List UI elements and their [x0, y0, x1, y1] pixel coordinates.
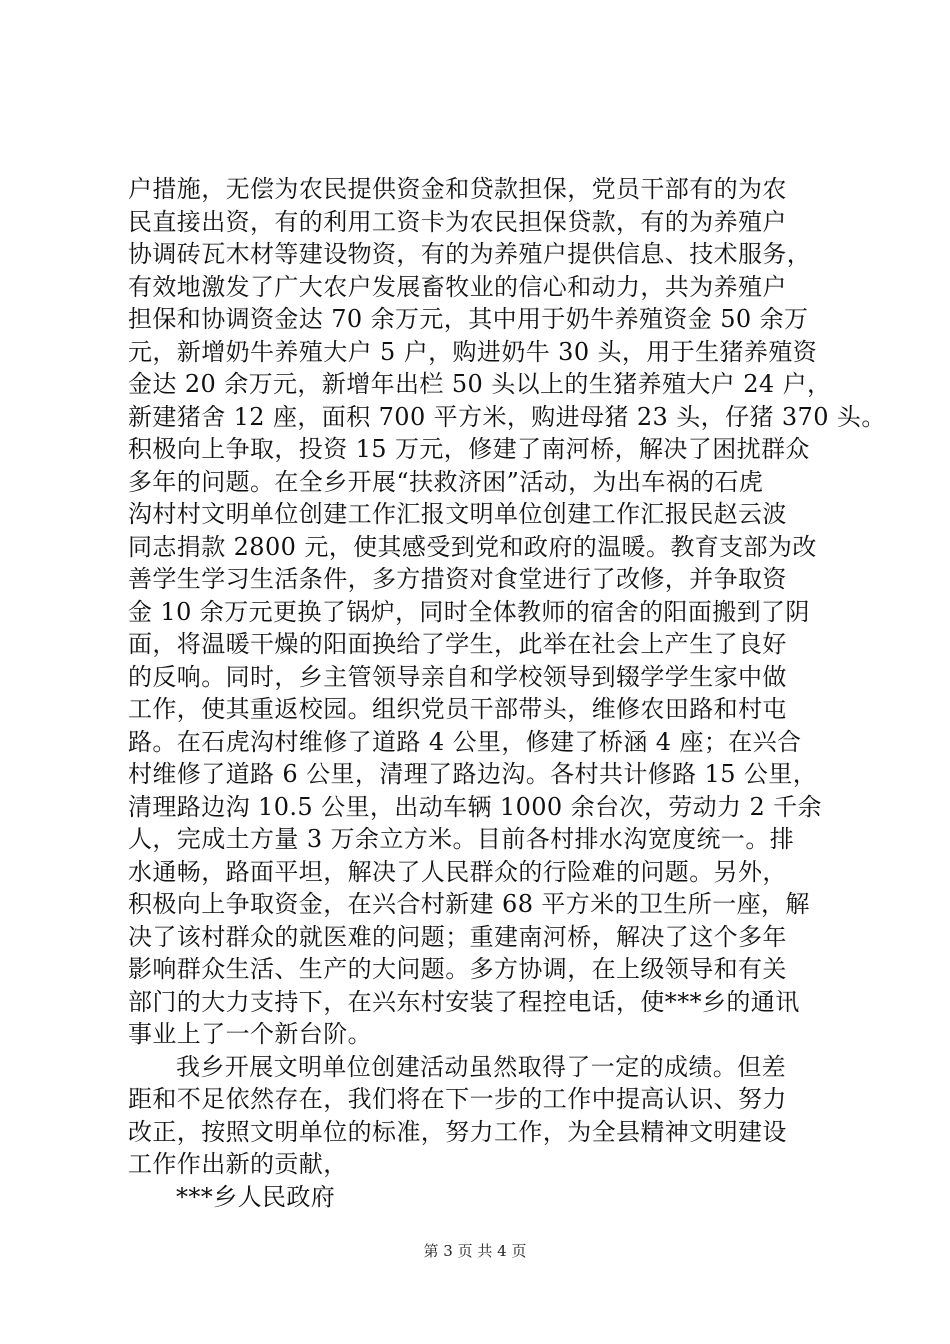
- closing-paragraph-line: 工作作出新的贡献，: [128, 1150, 348, 1178]
- paragraph-line: 积极向上争取，投资 15 万元，修建了南河桥，解决了困扰群众: [128, 435, 810, 463]
- signature: ***乡人民政府: [176, 1182, 336, 1211]
- paragraph-line: 的反响。同时，乡主管领导亲自和学校领导到辍学学生家中做: [128, 662, 787, 691]
- paragraph-line: 影响群众生活、生产的大问题。多方协调，在上级领导和有关: [128, 955, 787, 983]
- paragraph-line: 工作，使其重返校园。组织党员干部带头，维修农田路和村屯: [128, 695, 787, 723]
- body-text: [128, 173, 886, 1213]
- paragraph-line: 水通畅，路面平坦，解决了人民群众的行险难的问题。另外，: [128, 857, 787, 886]
- paragraph-line: 新建猪舍 12 座，面积 700 平方米，购进母猪 23 头，仔猪 370 头。: [128, 402, 886, 431]
- paragraph-line: 户措施，无偿为农民提供资金和贷款担保，党员干部有的为农: [128, 175, 787, 203]
- paragraph-line: 事业上了一个新台阶。: [128, 1020, 372, 1048]
- paragraph-line: 路。在石虎沟村维修了道路 4 公里，修建了桥涵 4 座；在兴合: [128, 727, 802, 756]
- paragraph-line: 民直接出资，有的利用工资卡为农民担保贷款，有的为养殖户: [128, 207, 787, 236]
- paragraph-line: 善学生学习生活条件，多方措资对食堂进行了改修，并争取资: [128, 565, 787, 593]
- paragraph-line: 决了该村群众的就医难的问题；重建南河桥，解决了这个多年: [128, 922, 787, 951]
- paragraph-line: 人，完成土方量 3 万余立方米。目前各村排水沟宽度统一。排: [128, 825, 795, 853]
- paragraph-line: 面，将温暖干燥的阳面换给了学生，此举在社会上产生了良好: [128, 630, 787, 658]
- paragraph-line: 金达 20 余万元，新增年出栏 50 头以上的生猪养殖大户 24 户，: [128, 370, 832, 398]
- paragraph-line: 沟村村文明单位创建工作汇报文明单位创建工作汇报民赵云波: [128, 500, 787, 528]
- closing-paragraph-line: 距和不足依然存在，我们将在下一步的工作中提高认识、努力: [128, 1085, 787, 1113]
- paragraph-line: 协调砖瓦木材等建设物资，有的为养殖户提供信息、技术服务，: [128, 240, 812, 268]
- paragraph-line: 有效地激发了广大农户发展畜牧业的信心和动力，共为养殖户: [128, 272, 787, 301]
- closing-paragraph-line: 我乡开展文明单位创建活动虽然取得了一定的成绩。但差: [176, 1052, 786, 1081]
- paragraph-line: 积极向上争取资金，在兴合村新建 68 平方米的卫生所一座，解: [128, 890, 810, 918]
- paragraph-line: 部门的大力支持下，在兴东村安装了程控电话，使***乡的通讯: [128, 987, 800, 1016]
- paragraph-line: 元，新增奶牛养殖大户 5 户，购进奶牛 30 头，用于生猪养殖资: [128, 337, 818, 366]
- paragraph-line: 金 10 余万元更换了锅炉，同时全体教师的宿舍的阳面搬到了阴: [128, 597, 810, 626]
- paragraph-line: 清理路边沟 10.5 公里，出动车辆 1000 余台次，劳动力 2 千余: [128, 792, 822, 821]
- paragraph-line: 村维修了道路 6 公里，清理了路边沟。各村共计修路 15 公里，: [128, 760, 818, 788]
- page-number-footer: 第 3 页 共 4 页: [423, 1242, 527, 1260]
- closing-paragraph-line: 改正，按照文明单位的标准，努力工作，为全县精神文明建设: [128, 1117, 787, 1146]
- paragraph-line: 同志捐款 2800 元，使其感受到党和政府的温暖。教育支部为改: [128, 532, 817, 561]
- paragraph-line: 多年的问题。在全乡开展“扶救济困”活动，为出车祸的石虎: [128, 467, 764, 496]
- paragraph-line: 担保和协调资金达 70 余万元，其中用于奶牛养殖资金 50 余万: [128, 305, 809, 333]
